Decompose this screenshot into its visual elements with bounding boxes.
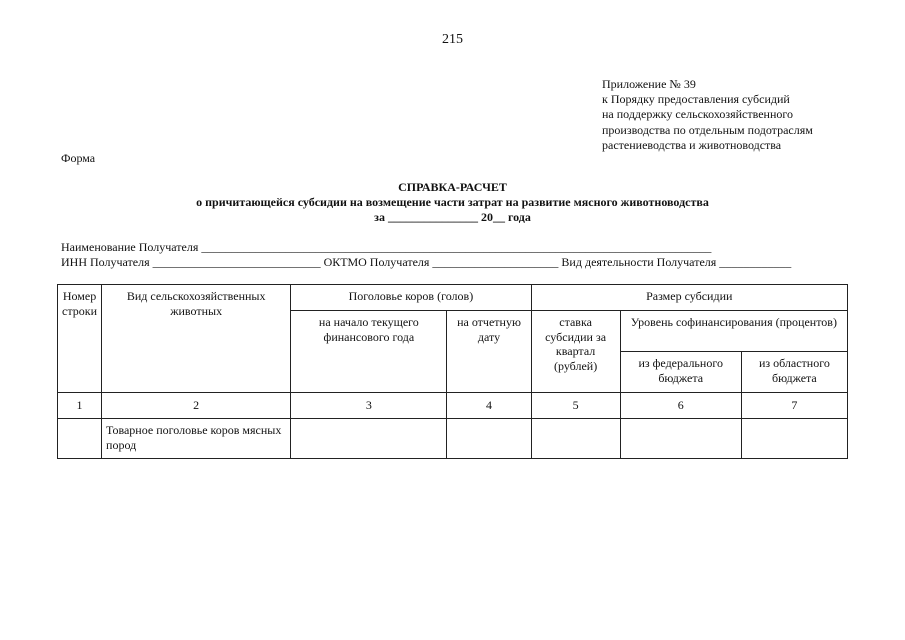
header-rate: ставка субсидии за квартал (рублей) [531,311,620,393]
appendix-note [602,77,813,153]
cell-rate [531,419,620,459]
column-number: 3 [291,393,447,419]
header-cofinancing: Уровень софинансирования (процентов) [620,311,847,352]
column-number: 4 [447,393,531,419]
cell-fy-start [291,419,447,459]
header-regional: из областного бюджета [741,352,847,393]
recipient-name-field: Наименование Получателя _____________________________________________________________________________________ [61,240,712,254]
appendix-line: растениеводства и животноводства [602,137,782,152]
header-fy-start: на начало текущего финансового года [291,311,447,393]
column-number: 5 [531,393,620,419]
header-report-date: на отчетную дату [447,311,531,393]
recipient-details-field: ИНН Получателя ____________________________ ОКТМО Получателя _____________________ Вид деятельности Получателя ____________ [61,255,792,269]
column-number: 1 [58,393,102,419]
header-livestock: Поголовье коров (голов) [291,285,531,311]
cell-report-date [447,419,531,459]
header-subsidy-size: Размер субсидии [531,285,847,311]
appendix-line: производства по отдельным подотраслям [602,122,813,137]
appendix-line: Приложение № 39 [602,77,696,91]
header-animal-type: Вид сельскохозяйственных животных [102,285,291,393]
appendix-line: на поддержку сельскохозяйственного [602,107,794,122]
cell-federal [620,419,741,459]
title-subtitle: о причитающейся субсидии на возмещение части затрат на развитие мясного животноводства [196,195,709,209]
header-row-number: Номер строки [58,285,102,393]
title-heading: СПРАВКА-РАСЧЕТ [398,180,507,194]
title-period: за _______________ 20__ года [374,210,531,224]
page-number: 215 [442,32,463,47]
column-number: 6 [620,393,741,419]
subsidy-table [57,284,848,459]
cell-animal-type: Товарное поголовье коров мясных пород [102,419,291,459]
column-number: 7 [741,393,847,419]
table-row [58,419,848,459]
cell-row-number [58,419,102,459]
header-federal: из федерального бюджета [620,352,741,393]
appendix-line: к Порядку предоставления субсидий [602,92,790,107]
form-label: Форма [61,151,96,165]
cell-regional [741,419,847,459]
document-title [0,180,905,225]
column-number: 2 [102,393,291,419]
